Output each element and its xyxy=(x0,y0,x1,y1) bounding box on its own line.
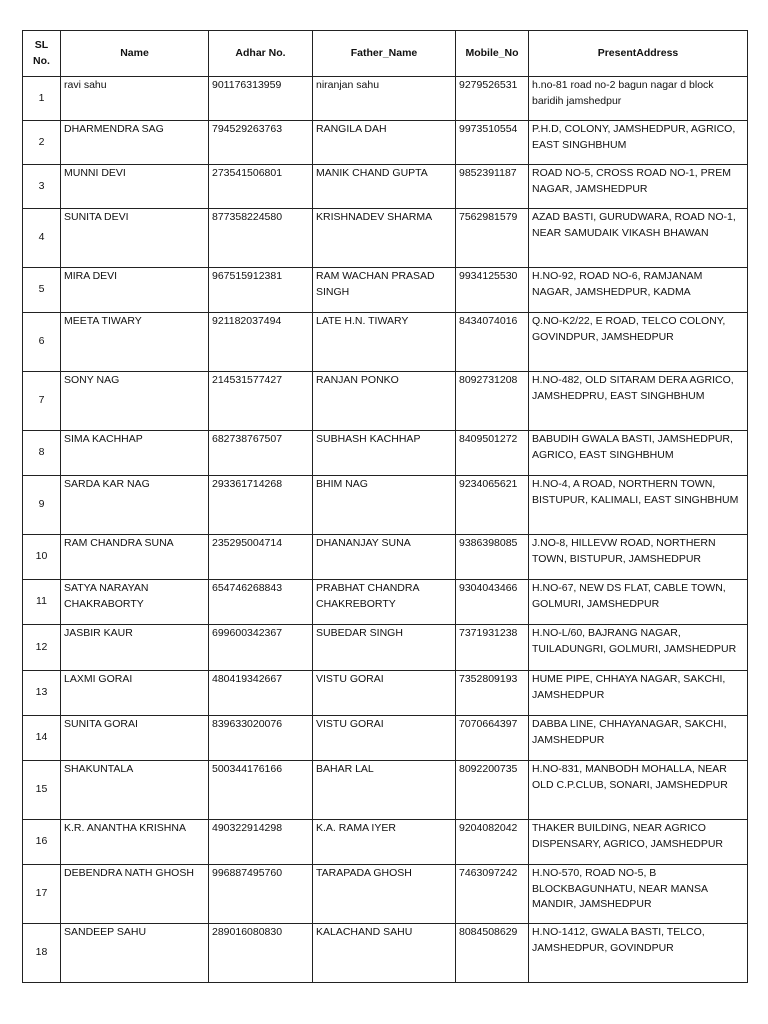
name-cell: SANDEEP SAHU xyxy=(61,924,209,983)
father-name-cell: TARAPADA GHOSH xyxy=(313,865,456,924)
mobile-cell: 7463097242 xyxy=(456,865,529,924)
table-row xyxy=(23,535,748,580)
table-row xyxy=(23,924,748,983)
name-cell: SHAKUNTALA xyxy=(61,761,209,820)
adhar-cell: 839633020076 xyxy=(209,716,313,761)
address-cell: H.NO-831, MANBODH MOHALLA, NEAR OLD C.P.CLUB, SONARI, JAMSHEDPUR xyxy=(529,761,748,820)
address-cell: DABBA LINE, CHHAYANAGAR, SAKCHI, JAMSHEDPUR xyxy=(529,716,748,761)
sl-cell: 7 xyxy=(23,372,61,431)
mobile-cell: 9234065621 xyxy=(456,476,529,535)
name-cell: SUNITA DEVI xyxy=(61,209,209,268)
table-row xyxy=(23,625,748,671)
records-table xyxy=(22,30,748,983)
address-cell: Q.NO-K2/22, E ROAD, TELCO COLONY, GOVINDPUR, JAMSHEDPUR xyxy=(529,313,748,372)
mobile-cell: 9852391187 xyxy=(456,165,529,209)
name-cell: RAM CHANDRA SUNA xyxy=(61,535,209,580)
table-row xyxy=(23,671,748,716)
sl-cell: 14 xyxy=(23,716,61,761)
mobile-cell: 7562981579 xyxy=(456,209,529,268)
father-name-cell: MANIK CHAND GUPTA xyxy=(313,165,456,209)
address-cell: H.NO-4, A ROAD, NORTHERN TOWN, BISTUPUR, KALIMALI, EAST SINGHBHUM xyxy=(529,476,748,535)
adhar-cell: 996887495760 xyxy=(209,865,313,924)
table-row xyxy=(23,476,748,535)
table-row xyxy=(23,121,748,165)
adhar-cell: 490322914298 xyxy=(209,820,313,865)
address-cell: H.NO-1412, GWALA BASTI, TELCO, JAMSHEDPUR, GOVINDPUR xyxy=(529,924,748,983)
table-row xyxy=(23,431,748,476)
name-cell: MIRA DEVI xyxy=(61,268,209,313)
address-cell: ROAD NO-5, CROSS ROAD NO-1, PREM NAGAR, JAMSHEDPUR xyxy=(529,165,748,209)
sl-cell: 8 xyxy=(23,431,61,476)
mobile-cell: 7352809193 xyxy=(456,671,529,716)
sl-cell: 2 xyxy=(23,121,61,165)
header-mobile-no: Mobile_No xyxy=(456,31,529,77)
name-cell: LAXMI GORAI xyxy=(61,671,209,716)
mobile-cell: 8092731208 xyxy=(456,372,529,431)
mobile-cell: 9386398085 xyxy=(456,535,529,580)
header-adhar-no: Adhar No. xyxy=(209,31,313,77)
sl-cell: 4 xyxy=(23,209,61,268)
name-cell: DHARMENDRA SAG xyxy=(61,121,209,165)
table-row xyxy=(23,77,748,121)
father-name-cell: niranjan sahu xyxy=(313,77,456,121)
father-name-cell: RANGILA DAH xyxy=(313,121,456,165)
address-cell: H.NO-L/60, BAJRANG NAGAR, TUILADUNGRI, GOLMURI, JAMSHEDPUR xyxy=(529,625,748,671)
header-father-name: Father_Name xyxy=(313,31,456,77)
table-row xyxy=(23,580,748,625)
address-cell: H.NO-482, OLD SITARAM DERA AGRICO, JAMSHEDPRU, EAST SINGHBHUM xyxy=(529,372,748,431)
sl-cell: 13 xyxy=(23,671,61,716)
address-cell: THAKER BUILDING, NEAR AGRICO DISPENSARY, AGRICO, JAMSHEDPUR xyxy=(529,820,748,865)
father-name-cell: BHIM NAG xyxy=(313,476,456,535)
father-name-cell: LATE H.N. TIWARY xyxy=(313,313,456,372)
address-cell: h.no-81 road no-2 bagun nagar d block baridih jamshedpur xyxy=(529,77,748,121)
sl-cell: 17 xyxy=(23,865,61,924)
sl-cell: 10 xyxy=(23,535,61,580)
adhar-cell: 235295004714 xyxy=(209,535,313,580)
sl-cell: 9 xyxy=(23,476,61,535)
adhar-cell: 699600342367 xyxy=(209,625,313,671)
adhar-cell: 480419342667 xyxy=(209,671,313,716)
name-cell: SARDA KAR NAG xyxy=(61,476,209,535)
sl-cell: 1 xyxy=(23,77,61,121)
sl-cell: 12 xyxy=(23,625,61,671)
name-cell: MUNNI DEVI xyxy=(61,165,209,209)
adhar-cell: 967515912381 xyxy=(209,268,313,313)
sl-cell: 16 xyxy=(23,820,61,865)
name-cell: SIMA KACHHAP xyxy=(61,431,209,476)
adhar-cell: 289016080830 xyxy=(209,924,313,983)
mobile-cell: 9973510554 xyxy=(456,121,529,165)
father-name-cell: KRISHNADEV SHARMA xyxy=(313,209,456,268)
table-row xyxy=(23,372,748,431)
table-row xyxy=(23,761,748,820)
adhar-cell: 214531577427 xyxy=(209,372,313,431)
sl-cell: 5 xyxy=(23,268,61,313)
adhar-cell: 500344176166 xyxy=(209,761,313,820)
sl-cell: 3 xyxy=(23,165,61,209)
mobile-cell: 8092200735 xyxy=(456,761,529,820)
father-name-cell: K.A. RAMA IYER xyxy=(313,820,456,865)
sl-cell: 18 xyxy=(23,924,61,983)
mobile-cell: 9279526531 xyxy=(456,77,529,121)
adhar-cell: 273541506801 xyxy=(209,165,313,209)
name-cell: SUNITA GORAI xyxy=(61,716,209,761)
address-cell: J.NO-8, HILLEVW ROAD, NORTHERN TOWN, BISTUPUR, JAMSHEDPUR xyxy=(529,535,748,580)
table-row xyxy=(23,820,748,865)
father-name-cell: RANJAN PONKO xyxy=(313,372,456,431)
address-cell: H.NO-67, NEW DS FLAT, CABLE TOWN, GOLMURI, JAMSHEDPUR xyxy=(529,580,748,625)
adhar-cell: 654746268843 xyxy=(209,580,313,625)
table-row xyxy=(23,865,748,924)
name-cell: JASBIR KAUR xyxy=(61,625,209,671)
mobile-cell: 9934125530 xyxy=(456,268,529,313)
sl-cell: 15 xyxy=(23,761,61,820)
father-name-cell: KALACHAND SAHU xyxy=(313,924,456,983)
table-row xyxy=(23,268,748,313)
father-name-cell: VISTU GORAI xyxy=(313,671,456,716)
name-cell: ravi sahu xyxy=(61,77,209,121)
adhar-cell: 877358224580 xyxy=(209,209,313,268)
adhar-cell: 901176313959 xyxy=(209,77,313,121)
name-cell: MEETA TIWARY xyxy=(61,313,209,372)
sl-cell: 11 xyxy=(23,580,61,625)
adhar-cell: 682738767507 xyxy=(209,431,313,476)
mobile-cell: 8084508629 xyxy=(456,924,529,983)
father-name-cell: DHANANJAY SUNA xyxy=(313,535,456,580)
address-cell: P.H.D, COLONY, JAMSHEDPUR, AGRICO, EAST SINGHBHUM xyxy=(529,121,748,165)
table-row xyxy=(23,209,748,268)
table-row xyxy=(23,716,748,761)
name-cell: SATYA NARAYAN CHAKRABORTY xyxy=(61,580,209,625)
father-name-cell: SUBHASH KACHHAP xyxy=(313,431,456,476)
mobile-cell: 7070664397 xyxy=(456,716,529,761)
mobile-cell: 7371931238 xyxy=(456,625,529,671)
table-row xyxy=(23,313,748,372)
sl-cell: 6 xyxy=(23,313,61,372)
header-present-address: PresentAddress xyxy=(529,31,748,77)
header-row xyxy=(23,31,748,77)
address-cell: AZAD BASTI, GURUDWARA, ROAD NO-1, NEAR SAMUDAIK VIKASH BHAWAN xyxy=(529,209,748,268)
table-row xyxy=(23,165,748,209)
name-cell: DEBENDRA NATH GHOSH xyxy=(61,865,209,924)
header-sl-no: SL No. xyxy=(23,31,61,77)
adhar-cell: 293361714268 xyxy=(209,476,313,535)
address-cell: H.NO-570, ROAD NO-5, B BLOCKBAGUNHATU, NEAR MANSA MANDIR, JAMSHEDPUR xyxy=(529,865,748,924)
adhar-cell: 921182037494 xyxy=(209,313,313,372)
address-cell: H.NO-92, ROAD NO-6, RAMJANAM NAGAR, JAMSHEDPUR, KADMA xyxy=(529,268,748,313)
mobile-cell: 8434074016 xyxy=(456,313,529,372)
mobile-cell: 9204082042 xyxy=(456,820,529,865)
father-name-cell: BAHAR LAL xyxy=(313,761,456,820)
father-name-cell: VISTU GORAI xyxy=(313,716,456,761)
address-cell: BABUDIH GWALA BASTI, JAMSHEDPUR, AGRICO, EAST SINGHBHUM xyxy=(529,431,748,476)
father-name-cell: SUBEDAR SINGH xyxy=(313,625,456,671)
adhar-cell: 794529263763 xyxy=(209,121,313,165)
mobile-cell: 8409501272 xyxy=(456,431,529,476)
mobile-cell: 9304043466 xyxy=(456,580,529,625)
father-name-cell: RAM WACHAN PRASAD SINGH xyxy=(313,268,456,313)
father-name-cell: PRABHAT CHANDRA CHAKREBORTY xyxy=(313,580,456,625)
address-cell: HUME PIPE, CHHAYA NAGAR, SAKCHI, JAMSHEDPUR xyxy=(529,671,748,716)
name-cell: SONY NAG xyxy=(61,372,209,431)
name-cell: K.R. ANANTHA KRISHNA xyxy=(61,820,209,865)
header-name: Name xyxy=(61,31,209,77)
